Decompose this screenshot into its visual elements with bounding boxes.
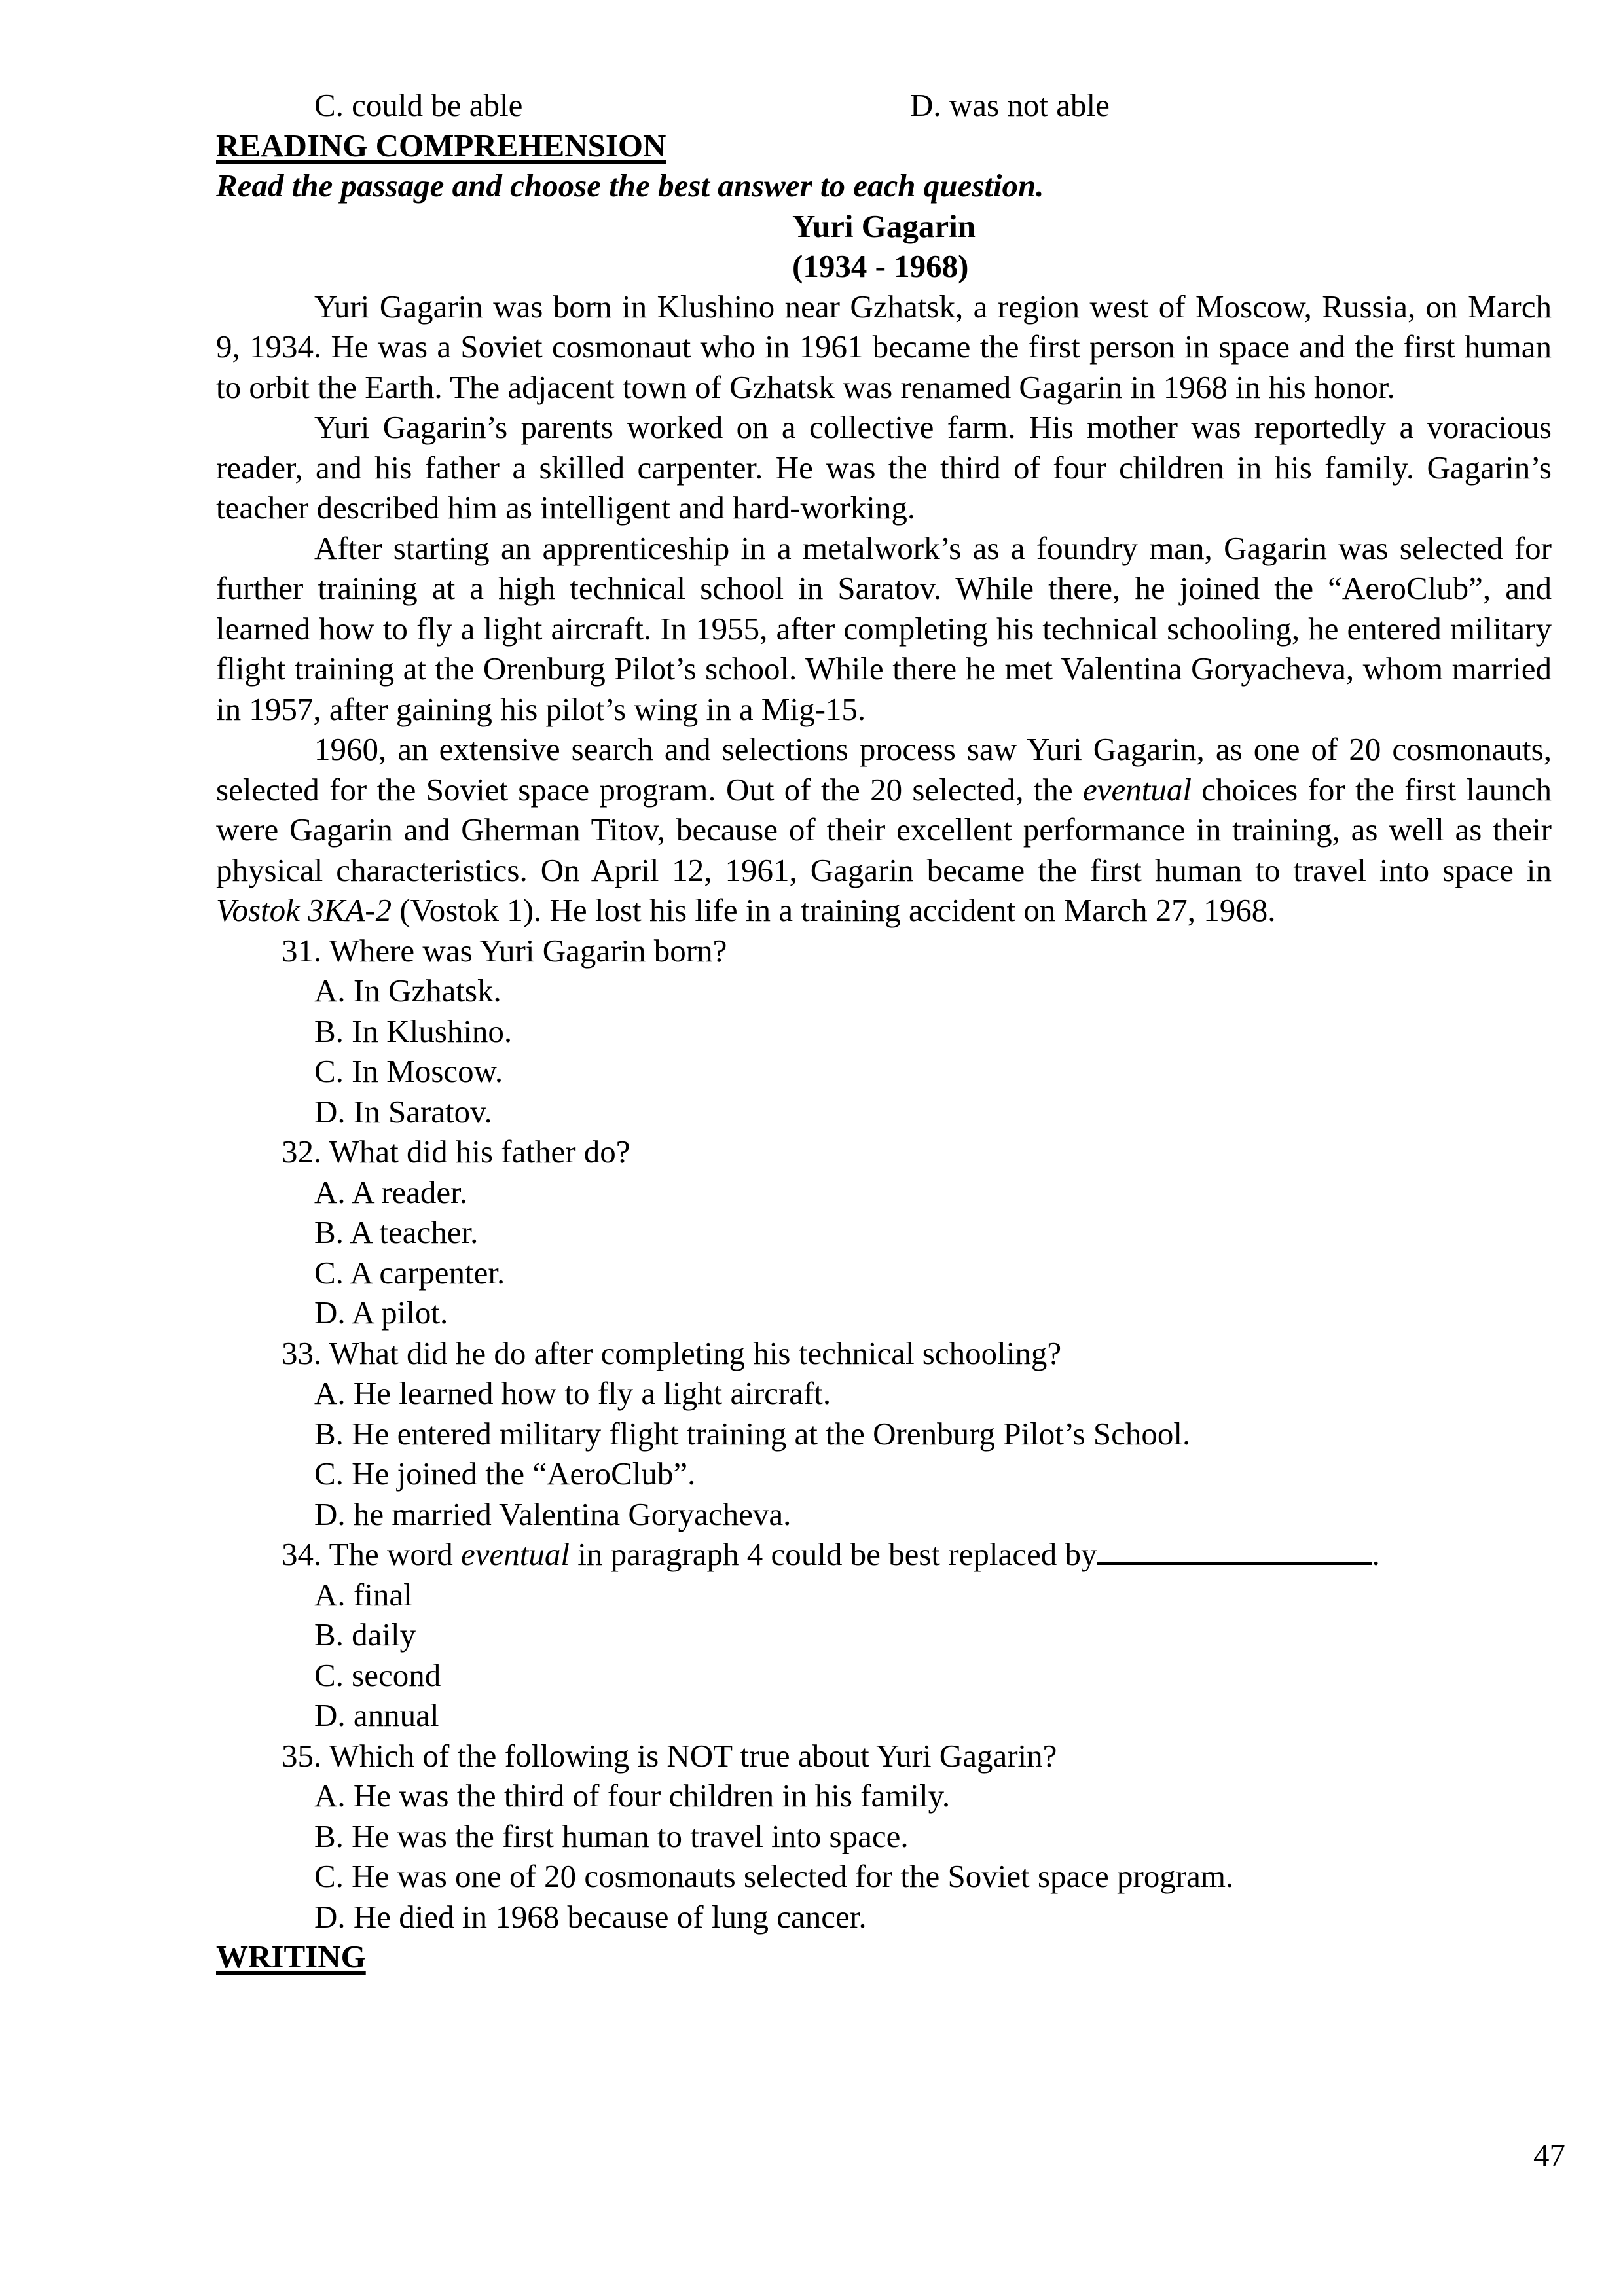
passage-paragraph-1: Yuri Gagarin was born in Klushino near Gzhatsk, a region west of Moscow, Russia, on March 9, 1934. He was a Soviet cosmonaut who in 1961 became the first person in space and the first human to orbit the Earth. The adjacent town of Gzhatsk was renamed Gagarin in 1968 in his honor. <box>216 288 1552 405</box>
question-32-option-d: D. A pilot. <box>314 1295 448 1331</box>
question-32-option-b: B. A teacher. <box>314 1214 479 1250</box>
question-31-option-b: B. In Klushino. <box>314 1013 513 1049</box>
question-33: 33. What did he do after completing his technical schooling? <box>282 1335 1062 1371</box>
writing-section-heading: WRITING <box>216 1939 366 1975</box>
q34-italic-eventual: eventual <box>461 1536 570 1572</box>
reading-section-heading: READING COMPREHENSION <box>216 127 666 164</box>
p4-italic-vostok: Vostok 3KA-2 <box>216 892 392 928</box>
question-34-option-d: D. annual <box>314 1697 439 1733</box>
question-31-option-c: C. In Moscow. <box>314 1053 503 1089</box>
question-35-option-a: A. He was the third of four children in his family. <box>314 1778 951 1814</box>
question-32-option-c: C. A carpenter. <box>314 1254 505 1291</box>
question-33-option-c: C. He joined the “AeroClub”. <box>314 1456 696 1492</box>
passage-title: Yuri Gagarin <box>792 207 976 244</box>
page-number: 47 <box>1533 2137 1565 2173</box>
q34-text-2: in paragraph 4 could be best replaced by <box>569 1536 1097 1572</box>
passage-paragraph-2: Yuri Gagarin’s parents worked on a collective farm. His mother was reportedly a voracious reader, and his father a skilled carpenter. He was the third of four children in his family. Gagarin’s teacher described him as intelligent and hard-working. <box>216 409 1552 526</box>
question-33-option-a: A. He learned how to fly a light aircraft. <box>314 1375 831 1411</box>
passage-paragraph-3: After starting an apprenticeship in a metalwork’s as a foundry man, Gagarin was selected for further training at a high technical school in Saratov. While there, he joined the “AeroClub”, and learned how to fly a light aircraft. In 1955, after completing his technical schooling, he entered military flight training at the Orenburg Pilot’s school. While there he met Valentina Goryacheva, whom married in 1957, after gaining his pilot’s wing in a Mig-15. <box>216 529 1552 727</box>
question-31: 31. Where was Yuri Gagarin born? <box>282 932 727 969</box>
question-33-option-d: D. he married Valentina Goryacheva. <box>314 1496 792 1532</box>
question-35-option-c: C. He was one of 20 cosmonauts selected for the Soviet space program. <box>314 1858 1234 1894</box>
p4-text-1: 1960, an extensive search and selections process saw Yuri Gagarin, as one of 20 cosmonauts, selected for the Soviet space program. Out of the 20 selected, the <box>216 731 1552 808</box>
passage-paragraph-4 <box>216 729 1552 931</box>
question-35: 35. Which of the following is NOT true about Yuri Gagarin? <box>282 1737 1057 1774</box>
passage-dates: (1934 - 1968) <box>792 248 969 284</box>
question-34-option-b: B. daily <box>314 1617 416 1653</box>
question-34-option-a: A. final <box>314 1576 412 1613</box>
p4-text-2: choices for the first launch were Gagarin and Gherman Titov, because of their excellent performance in training, as well as their physical characteristics. On April 12, 1961, Gagarin became the first human to travel into space in <box>216 771 1552 888</box>
question-33-option-b: B. He entered military flight training at the Orenburg Pilot’s School. <box>314 1415 1191 1452</box>
question-32-option-a: A. A reader. <box>314 1174 468 1210</box>
question-35-option-b: B. He was the first human to travel into space. <box>314 1818 909 1854</box>
question-34 <box>216 1534 1552 1575</box>
p4-text-3: (Vostok 1). He lost his life in a training accident on March 27, 1968. <box>392 892 1276 928</box>
previous-question-options <box>216 85 1552 126</box>
option-d: D. was not able <box>910 87 1110 123</box>
question-31-option-d: D. In Saratov. <box>314 1093 492 1130</box>
document-page <box>216 85 1552 1977</box>
answer-blank <box>1097 1535 1372 1565</box>
question-31-option-a: A. In Gzhatsk. <box>314 973 501 1009</box>
question-34-option-c: C. second <box>314 1657 441 1693</box>
q34-text-end: . <box>1372 1536 1380 1572</box>
question-35-option-d: D. He died in 1968 because of lung cancer. <box>314 1898 867 1935</box>
q34-text-1: 34. The word <box>282 1536 461 1572</box>
option-c: C. could be able <box>314 87 523 123</box>
reading-instruction: Read the passage and choose the best answer to each question. <box>216 168 1044 204</box>
p4-italic-eventual: eventual <box>1082 771 1192 808</box>
question-32: 32. What did his father do? <box>282 1134 630 1170</box>
